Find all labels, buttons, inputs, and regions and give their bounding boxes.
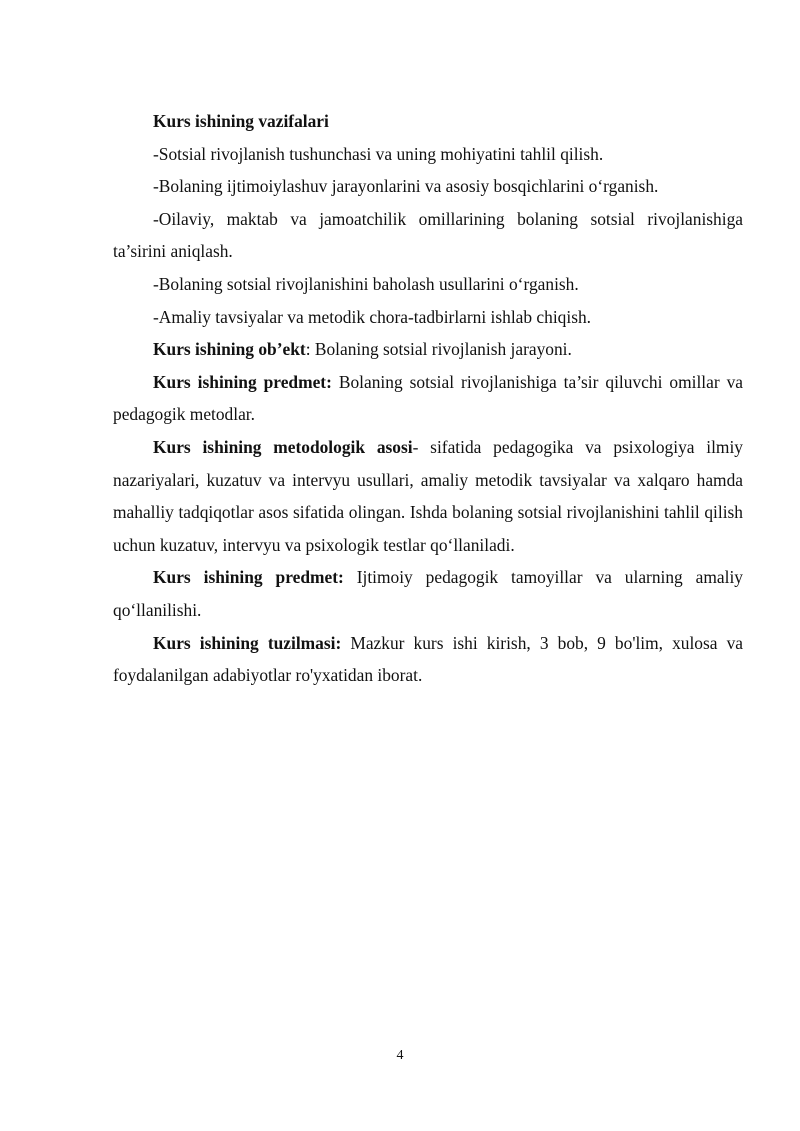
- subject2-text: Ijtimoiy pedagogik tamoyillar va ularning amaliy qo‘llanilishi.: [113, 567, 744, 620]
- methodology-text: - sifatida pedagogika va psixologiya ilmiy nazariyalari, kuzatuv va intervyu usullari, amaliy metodik tavsiyalar va xalqaro hamda mahalliy tadqiqotlar asos sifatida olingan. Ishda bolaning sotsial rivojlanishini tahlil qilish uchun kuzatuv, intervyu va psixologik testlar qo‘llaniladi.: [113, 436, 743, 555]
- section-heading: Kurs ishining vazifalari: [153, 111, 329, 131]
- structure-label: Kurs ishining tuzilmasi:: [153, 632, 342, 653]
- task-item: -Bolaning ijtimoiylashuv jarayonlarini va asosiy bosqichlarini o‘rganish.: [153, 176, 659, 197]
- subject-paragraph: [113, 366, 743, 431]
- object-paragraph: [113, 333, 743, 366]
- methodology-label: Kurs ishining metodologik asosi: [153, 436, 413, 457]
- task-item: -Oilaviy, maktab va jamoatchilik omillarining bolaning sotsial rivojlanishiga ta’sirini aniqlash.: [113, 208, 743, 262]
- object-text: : Bolaning sotsial rivojlanish jarayoni.: [305, 339, 572, 360]
- page-number: 4: [396, 1048, 404, 1063]
- methodology-paragraph: [113, 431, 743, 561]
- page-content: [113, 105, 743, 692]
- subject-text: Bolaning sotsial rivojlanishiga ta’sir qiluvchi omillar va pedagogik metodlar.: [113, 371, 744, 425]
- subject2-label: Kurs ishining predmet:: [153, 567, 344, 588]
- task-item: -Amaliy tavsiyalar va metodik chora-tadbirlarni ishlab chiqish.: [153, 306, 592, 327]
- object-label: Kurs ishining ob’ekt: [153, 339, 306, 360]
- structure-paragraph: [113, 627, 743, 692]
- task-item: -Bolaning sotsial rivojlanishini baholash usullarini o‘rganish.: [153, 273, 579, 294]
- subject-label: Kurs ishining predmet:: [153, 371, 332, 392]
- subject2-paragraph: [113, 561, 743, 626]
- structure-text: Mazkur kurs ishi kirish, 3 bob, 9 bo'lim, xulosa va foydalanilgan adabiyotlar ro'yxatidan iborat.: [113, 632, 743, 686]
- task-item: -Sotsial rivojlanish tushunchasi va uning mohiyatini tahlil qilish.: [153, 143, 604, 164]
